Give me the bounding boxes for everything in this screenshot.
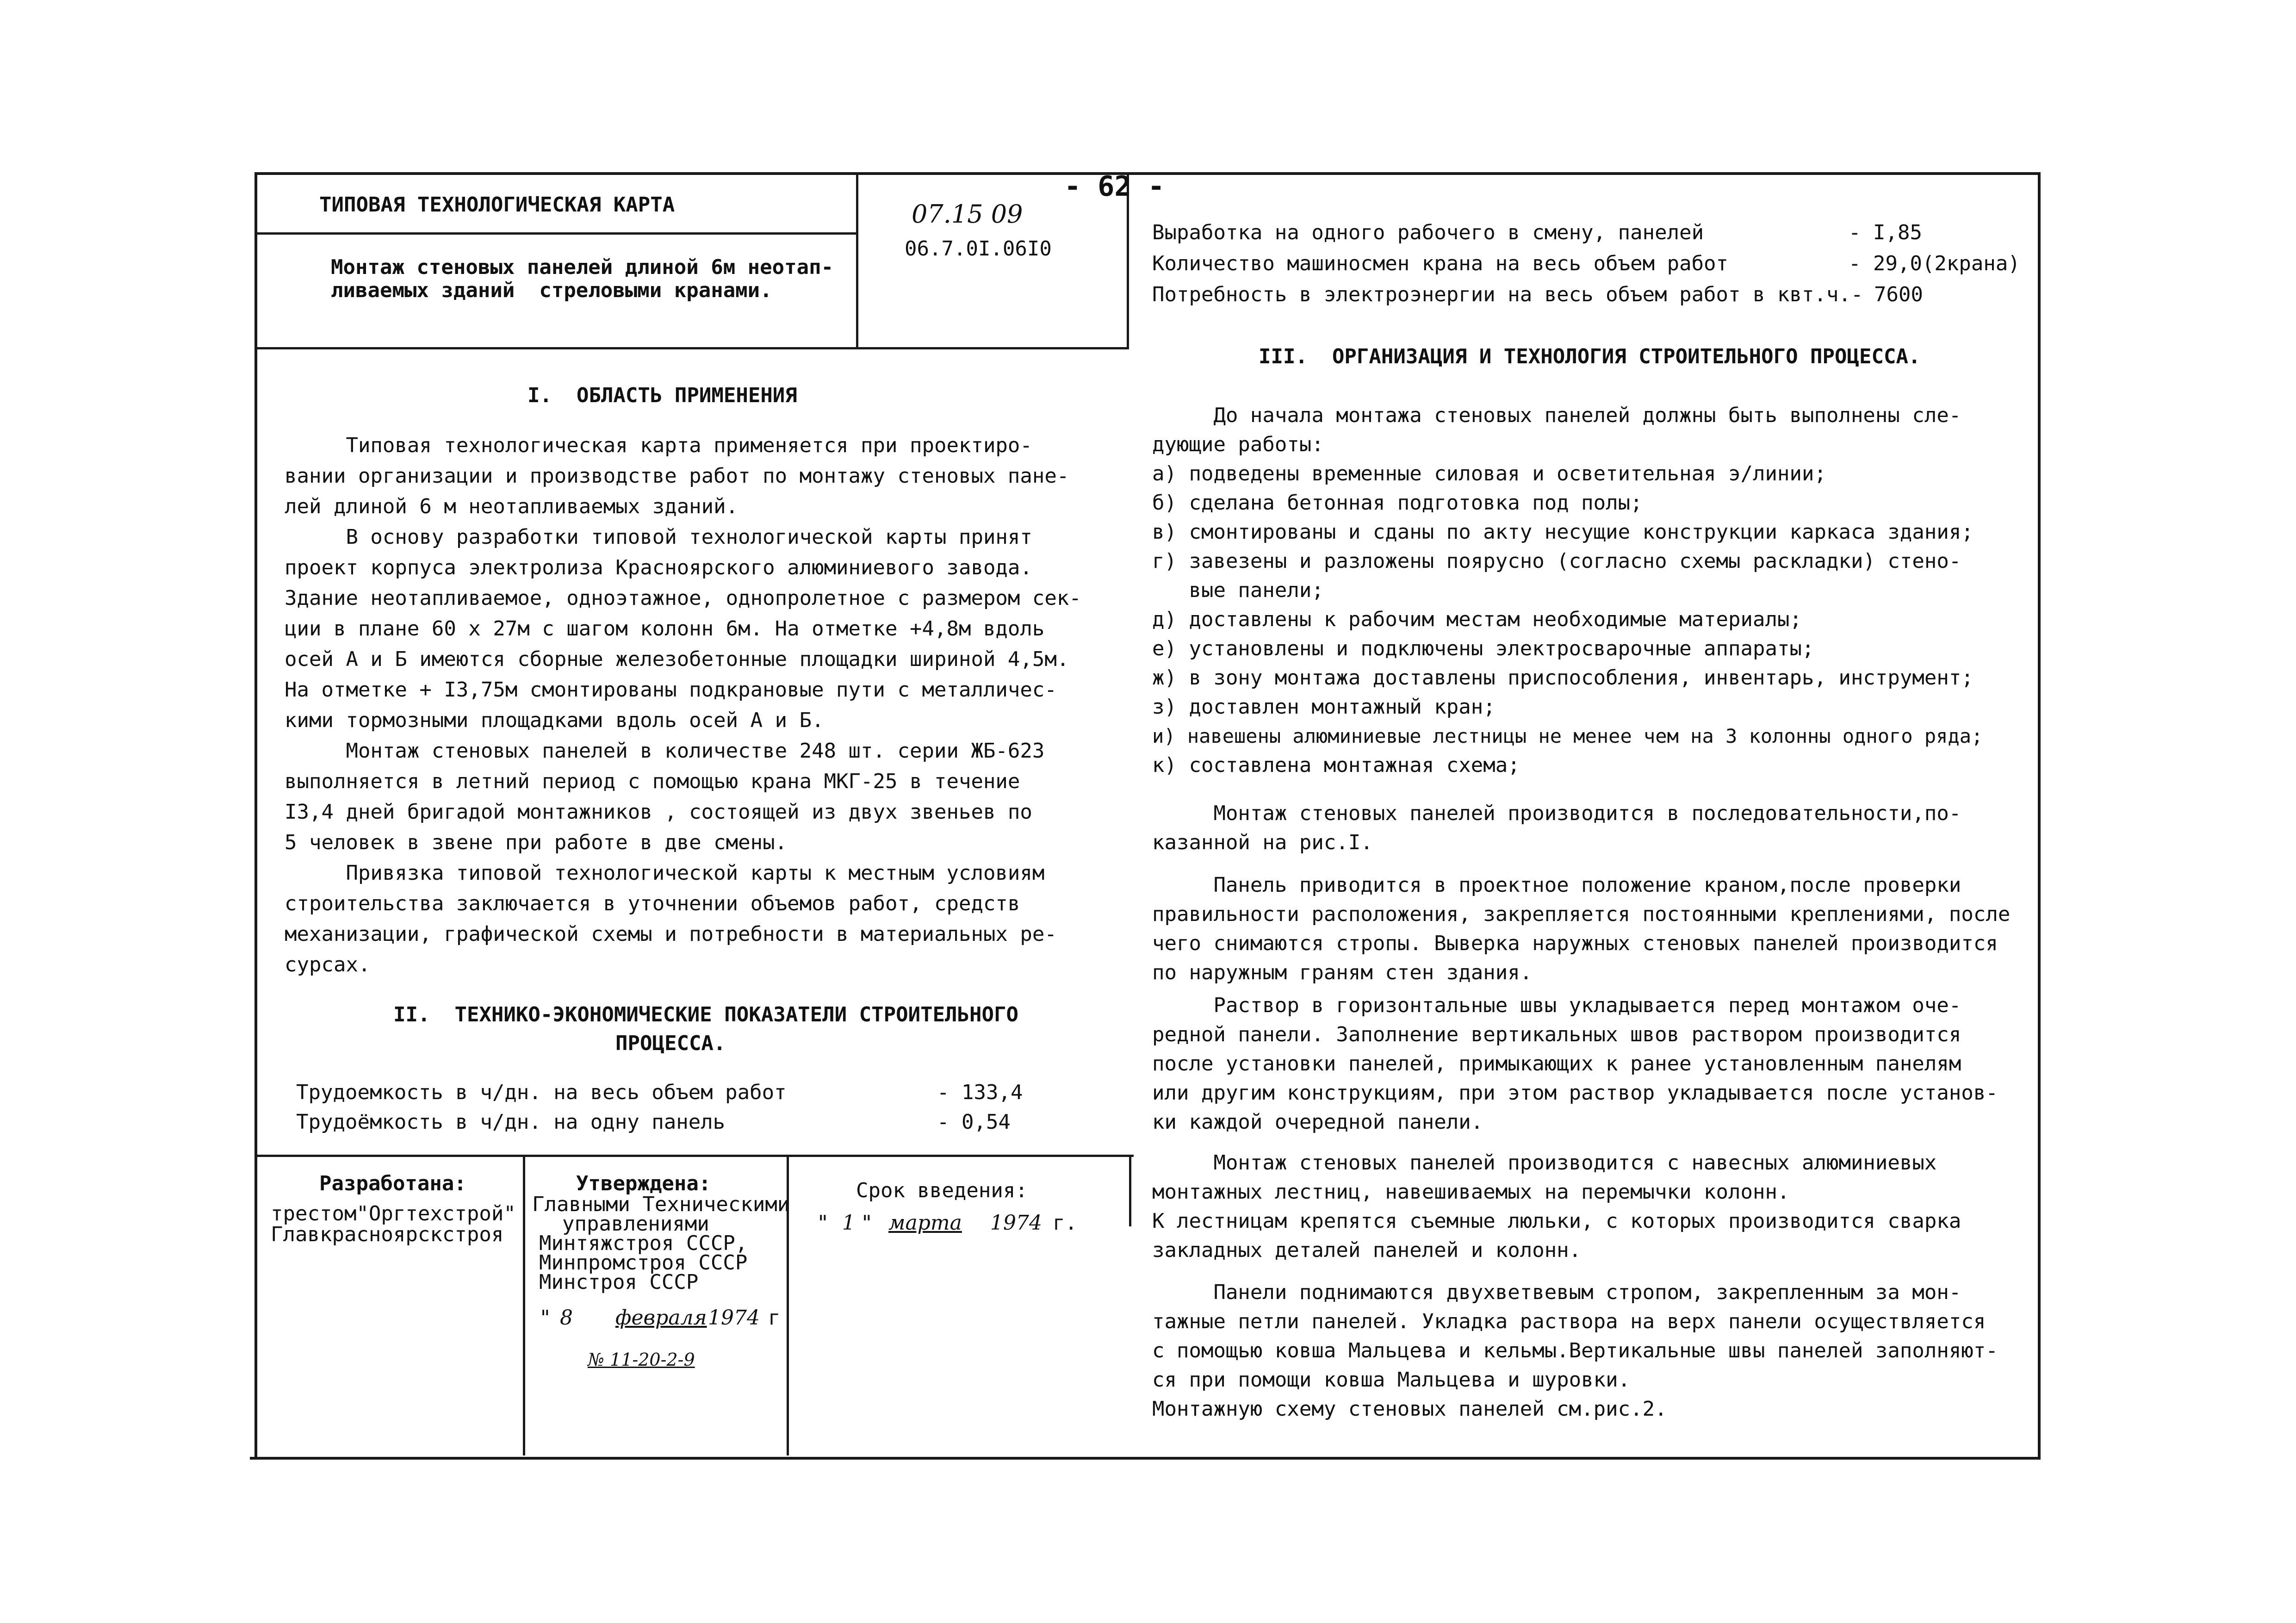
body-line: ки каждой очередной панели. (1152, 1110, 1483, 1134)
intro-suffix: г. (1053, 1211, 1077, 1235)
indicator-label: Выработка на одного рабочего в смену, панелей (1152, 221, 1704, 244)
list-item: и) навешены алюминиевые лестницы не менее чем на 3 колонны одного ряда; (1152, 725, 1983, 747)
approved-by-line: управлениями (562, 1212, 709, 1236)
approved-by-line: Минстроя СССР (539, 1270, 699, 1294)
body-line: Монтаж стеновых панелей в количестве 248 шт. серии ЖБ-623 (285, 739, 1045, 763)
title-block-divider-vertical (856, 172, 858, 348)
indicator-value: - 29,0(2крана) (1849, 252, 2020, 275)
list-item: е) установлены и подключены электросварочные аппараты; (1152, 637, 1814, 660)
body-line: Монтаж стеновых панелей производится с навесных алюминиевых (1152, 1151, 1937, 1175)
body-line: с помощью ковша Мальцева и кельмы.Вертикальные швы панелей заполняют- (1152, 1339, 1998, 1362)
page-number: - 62 - (1064, 170, 1165, 203)
doc-code: 06.7.0I.06I0 (905, 237, 1052, 261)
list-item: вые панели; (1152, 578, 1324, 602)
subject-line: ливаемых зданий стреловыми кранами. (331, 279, 772, 302)
approved-year: 1974 (708, 1306, 760, 1330)
approved-day: 8 (560, 1306, 573, 1330)
body-line: проект корпуса электролиза Красноярского алюминиевого завода. (285, 556, 1032, 579)
approval-block-top-border (254, 1155, 1134, 1157)
body-line: I3,4 дней бригадой монтажников , состоящей из двух звеньев по (285, 800, 1032, 824)
indicator-value: - 0,54 (937, 1110, 1011, 1134)
body-line: тажные петли панелей. Укладка раствора на верх панели осуществляется (1152, 1310, 1986, 1333)
intro-year: 1974 (990, 1211, 1042, 1235)
indicator-value: - 133,4 (937, 1081, 1023, 1104)
body-line: или другим конструкциям, при этом раствор укладывается после установ- (1152, 1081, 1998, 1105)
indicator-value: - I,85 (1849, 221, 1922, 244)
section-2-title-cont: ПРОЦЕССА. (615, 1032, 726, 1055)
body-line: осей А и Б имеются сборные железобетонные площадки шириной 4,5м. (285, 647, 1069, 671)
body-line: Привязка типовой технологической карты к местным условиям (285, 861, 1045, 885)
body-line: по наружным граням стен здания. (1152, 961, 1533, 984)
section-1-title: I. ОБЛАСТЬ ПРИМЕНЕНИЯ (527, 384, 797, 407)
body-line: Здание неотапливаемое, одноэтажное, однопролетное с размером сек- (285, 586, 1081, 610)
list-item: з) доставлен монтажный кран; (1152, 695, 1496, 719)
body-line: после установки панелей, примыкающих к ранее установленным панелям (1152, 1052, 1961, 1076)
list-item: к) составлена монтажная схема; (1152, 753, 1520, 777)
body-line: правильности расположения, закрепляется постоянными креплениями, после (1152, 902, 2011, 926)
body-line: Панель приводится в проектное положение краном,после проверки (1152, 873, 1961, 897)
section-2-title: II. ТЕХНИКО-ЭКОНОМИЧЕСКИЕ ПОКАЗАТЕЛИ СТРОИТЕЛЬНОГО (393, 1003, 1019, 1026)
indicator-label: Количество машиносмен крана на весь объем работ (1152, 252, 1729, 275)
body-line: выполняется в летний период с помощью крана МКГ-25 в течение (285, 770, 1020, 793)
approved-month: февраля (615, 1306, 707, 1330)
list-item: в) смонтированы и сданы по акту несущие конструкции каркаса здания; (1152, 520, 1973, 544)
body-line: Монтаж стеновых панелей производится в последовательности,по- (1152, 802, 1961, 825)
body-line: Панели поднимаются двухветвевым стропом, закрепленным за мон- (1152, 1281, 1961, 1304)
developed-label: Разработана: (319, 1172, 466, 1195)
title-block-divider-horizontal (254, 232, 856, 235)
developed-by-line: Главкрасноярскстроя (271, 1223, 504, 1246)
body-line: строительства заключается в уточнении объемов работ, средств (285, 892, 1020, 915)
map-title: ТИПОВАЯ ТЕХНОЛОГИЧЕСКАЯ КАРТА (319, 193, 675, 217)
body-line: закладных деталей панелей и колонн. (1152, 1238, 1582, 1262)
body-line: лей длиной 6 м неотапливаемых зданий. (285, 495, 738, 518)
approved-by-line: Главными Техническими (532, 1193, 790, 1216)
body-line: 5 человек в звене при работе в две смены. (285, 831, 788, 854)
body-line: механизации, графической схемы и потребности в материальных ре- (285, 922, 1057, 946)
approved-by-line: Минпромстроя СССР (539, 1251, 748, 1275)
indicator-label: Трудоёмкость в ч/дн. на одну панель (296, 1110, 726, 1134)
intro-quote-close: " (861, 1211, 873, 1235)
indicator-label: Трудоемкость в ч/дн. на весь объем работ (296, 1081, 787, 1104)
body-line: Монтажную схему стеновых панелей см.рис.2. (1152, 1397, 1667, 1421)
body-line: монтажных лестниц, навешиваемых на перемычки колонн. (1152, 1180, 1790, 1204)
body-line: К лестницам крепятся съемные люльки, с которых производится сварка (1152, 1209, 1961, 1233)
body-line: редной панели. Заполнение вертикальных швов раствором производится (1152, 1023, 1961, 1046)
intro-quote-open: " (817, 1211, 829, 1235)
frame-right-border (2038, 172, 2041, 1459)
approved-date-prefix: " (539, 1306, 564, 1330)
frame-bottom-border (250, 1457, 2041, 1460)
body-line: казанной на рис.I. (1152, 831, 1373, 854)
title-block-bottom-border (254, 347, 1129, 349)
body-line: ции в плане 60 х 27м с шагом колонн 6м. На отметке +4,8м вдоль (285, 617, 1045, 640)
developed-by-line: трестом"Оргтехстрой" (271, 1202, 516, 1225)
list-item: д) доставлены к рабочим местам необходимые материалы; (1152, 608, 1802, 631)
approval-block-divider-1 (523, 1155, 525, 1455)
list-item: б) сделана бетонная подготовка под полы; (1152, 491, 1643, 515)
frame-left-border (254, 172, 257, 1459)
body-line: Типовая технологическая карта применяется при проектиро- (285, 434, 1032, 457)
indicator-value: 7600 (1874, 283, 1923, 306)
list-item: а) подведены временные силовая и осветительная э/линии; (1152, 462, 1826, 485)
body-line: До начала монтажа стеновых панелей должны быть выполнены сле- (1152, 404, 1961, 427)
body-line: Раствор в горизонтальные швы укладывается перед монтажом оче- (1152, 994, 1961, 1017)
body-line: вании организации и производстве работ по монтажу стеновых пане- (285, 464, 1069, 488)
body-line: чего снимаются стропы. Выверка наружных стеновых панелей производится (1152, 932, 1998, 955)
body-line: кими тормозными площадками вдоль осей А и Б. (285, 709, 824, 732)
indicator-label: Потребность в электроэнергии на весь объем работ в квт.ч.- (1152, 283, 1863, 306)
approved-by-line: Минтяжстроя СССР, (539, 1231, 748, 1255)
body-line: ся при помощи ковша Мальцева и шуровки. (1152, 1368, 1631, 1392)
handwritten-code: 07.15 09 (912, 199, 1023, 229)
approved-label: Утверждена: (576, 1172, 711, 1195)
subject-line: Монтаж стеновых панелей длиной 6м неотап- (331, 255, 834, 279)
intro-label: Срок введения: (856, 1179, 1028, 1202)
intro-month: марта (888, 1211, 962, 1235)
list-item: г) завезены и разложены поярусно (согласно схемы раскладки) стено- (1152, 549, 1961, 573)
body-line: На отметке + I3,75м смонтированы подкрановые пути с металличес- (285, 678, 1057, 702)
approval-block-right-border (1129, 1155, 1131, 1226)
section-3-title: III. ОРГАНИЗАЦИЯ И ТЕХНОЛОГИЯ СТРОИТЕЛЬНОГО ПРОЦЕССА. (1259, 345, 1921, 368)
approved-number: № 11-20-2-9 (588, 1349, 695, 1370)
list-item: ж) в зону монтажа доставлены приспособления, инвентарь, инструмент; (1152, 666, 1973, 690)
intro-day: 1 (842, 1211, 855, 1235)
approved-suffix: г (768, 1306, 781, 1330)
body-line: сурсах. (285, 953, 371, 976)
body-line: дующие работы: (1152, 433, 1324, 456)
body-line: В основу разработки типовой технологической карты принят (285, 525, 1032, 549)
